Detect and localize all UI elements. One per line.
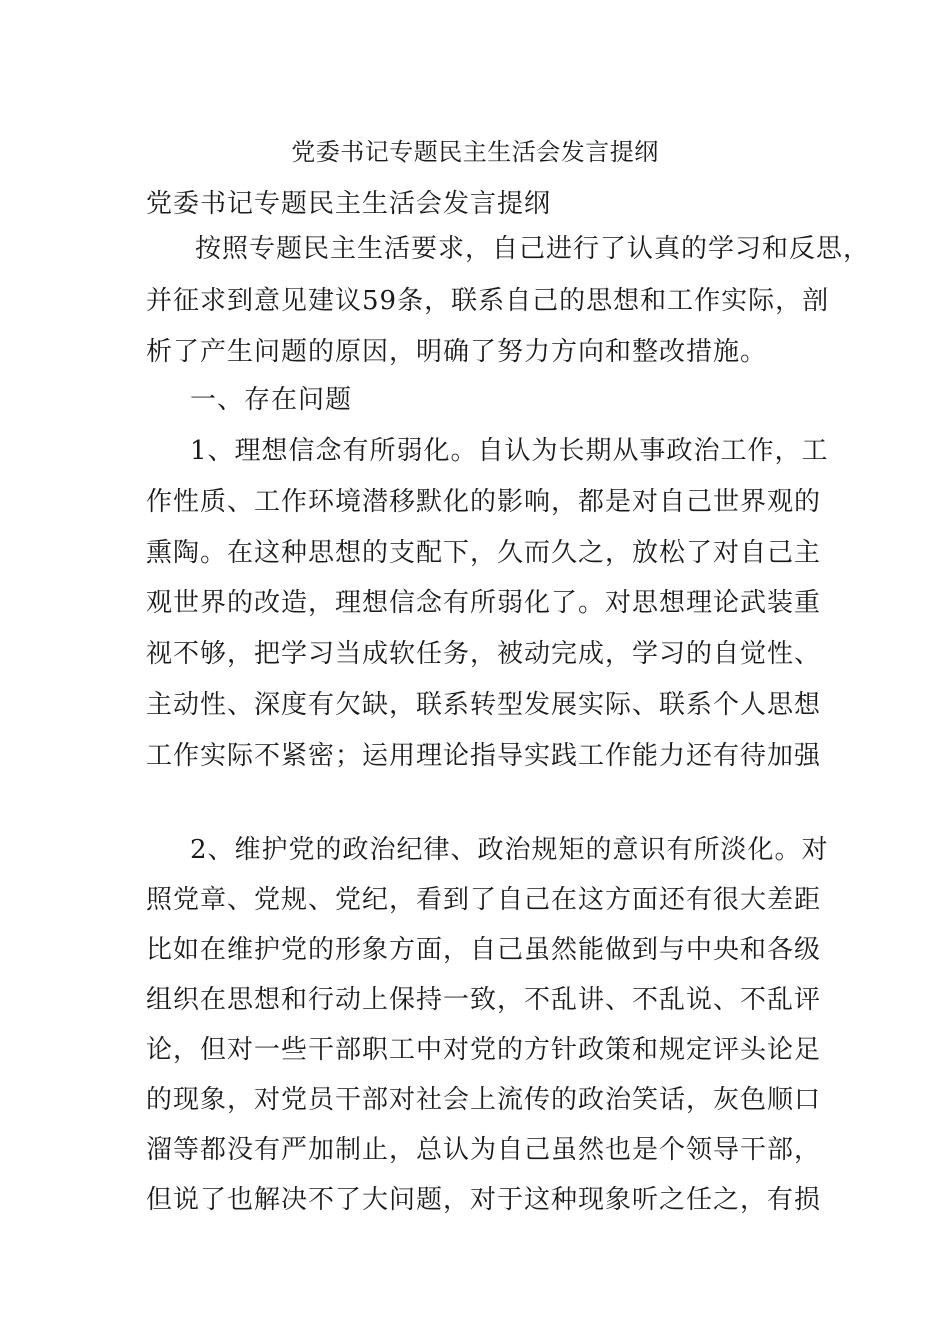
paragraph-line: 组织在思想和行动上保持一致，不乱讲、不乱说、不乱评 xyxy=(146,985,822,1015)
paragraph-line: 照党章、党规、党纪，看到了自己在这方面还有很大差距 xyxy=(146,885,822,915)
paragraph-line: 作性质、工作环境潜移默化的影响，都是对自己世界观的 xyxy=(146,487,822,517)
paragraph-line: 1、理想信念有所弱化。自认为长期从事政治工作，工 xyxy=(190,436,829,466)
paragraph-line: 2、维护党的政治纪律、政治规矩的意识有所淡化。对 xyxy=(190,835,829,865)
paragraph-line: 按照专题民主生活要求，自己进行了认真的学习和反思， xyxy=(168,234,871,264)
paragraph-line: 主动性、深度有欠缺，联系转型发展实际、联系个人思想 xyxy=(146,690,822,720)
subtitle-line: 党委书记专题民主生活会发言提纲 xyxy=(146,189,552,219)
paragraph-line: 比如在维护党的形象方面，自己虽然能做到与中央和各级 xyxy=(146,935,822,965)
paragraph-line: 论，但对一些干部职工中对党的方针政策和规定评头论足 xyxy=(146,1035,822,1065)
paragraph-line: 视不够，把学习当成软任务，被动完成，学习的自觉性、 xyxy=(146,639,822,669)
paragraph-line: 并征求到意见建议59条，联系自己的思想和工作实际，剖 xyxy=(146,286,830,316)
section-heading: 一、存在问题 xyxy=(190,385,353,415)
paragraph-line: 观世界的改造，理想信念有所弱化了。对思想理论武装重 xyxy=(146,588,822,618)
paragraph-line: 但说了也解决不了大问题，对于这种现象听之任之，有损 xyxy=(146,1185,822,1215)
paragraph-line: 工作实际不紧密；运用理论指导实践工作能力还有待加强 xyxy=(146,741,822,771)
paragraph-line: 溜等都没有严加制止，总认为自己虽然也是个领导干部， xyxy=(146,1135,822,1165)
paragraph-line: 的现象，对党员干部对社会上流传的政治笑话，灰色顺口 xyxy=(146,1085,822,1115)
paragraph-line: 熏陶。在这种思想的支配下，久而久之，放松了对自己主 xyxy=(146,538,822,568)
paragraph-line: 析了产生问题的原因，明确了努力方向和整改措施。 xyxy=(146,337,768,367)
document-title: 党委书记专题民主生活会发言提纲 xyxy=(291,138,659,166)
